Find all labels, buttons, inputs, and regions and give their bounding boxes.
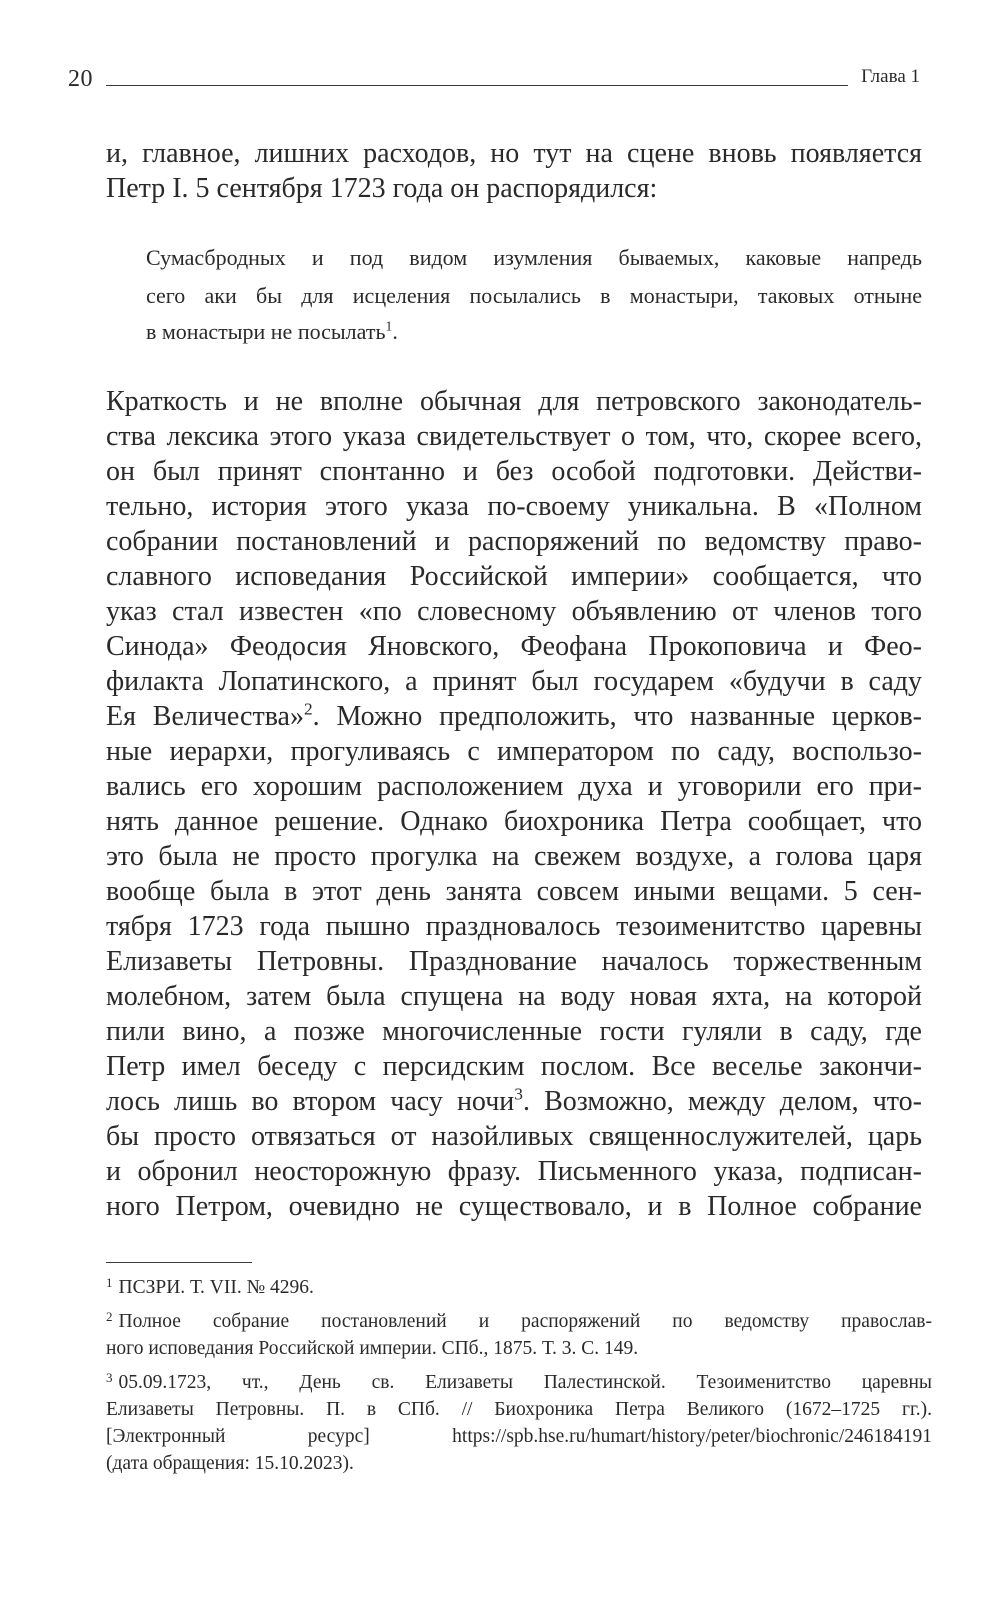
footnote-3 — [106, 1372, 932, 1394]
text-run: лось лишь во втором часу ночи — [106, 1086, 515, 1117]
running-head — [68, 66, 920, 94]
header-rule — [106, 85, 848, 86]
text-line: Синода» Феодосия Яновского, Феофана Прокоповича и Фео- — [106, 631, 922, 662]
text-line: Елизаветы Петровны. Празднование началось торжественным — [106, 946, 922, 977]
page-number: 20 — [68, 66, 93, 92]
text-run: . Можно предположить, что названные церков- — [312, 701, 922, 732]
text-line: ного Петром, очевидно не существовало, и в Полное собрание — [106, 1191, 922, 1222]
quote-line — [146, 319, 398, 345]
footnote-ref: 2 — [303, 699, 313, 719]
footnote-text: Полное собрание постановлений и распоряжений по ведомству православ- — [118, 1311, 932, 1332]
text-line: вались его хорошим расположением духа и уговорили его при- — [106, 771, 922, 802]
text-line: указ стал известен «по словесному объявлению от членов того — [106, 596, 922, 627]
footnote-line: (дата обращения: 15.10.2023). — [106, 1453, 354, 1474]
text-line: пили вино, а позже многочисленные гости гуляли в саду, где — [106, 1016, 922, 1047]
quote-text: в монастыри не посылать — [146, 319, 386, 344]
text-line: тельно, история этого указа по-своему уникальна. В «Полном — [106, 491, 922, 522]
footnote-ref: 3 — [514, 1084, 523, 1104]
text-line: Краткость и не вполне обычная для петровского законодатель- — [106, 386, 922, 417]
footnote-line: ного исповедания Российской империи. СПб., 1875. Т. 3. С. 149. — [106, 1338, 639, 1359]
text-line: он был принят спонтанно и без особой подготовки. Действи- — [106, 456, 922, 487]
text-run: Ея Величества» — [106, 701, 304, 732]
text-line: собрании постановлений и распоряжений по ведомству право- — [106, 526, 922, 557]
text-line: славного исповедания Российской империи» сообщается, что — [106, 561, 922, 592]
footnote-number: 3 — [106, 1370, 113, 1385]
footnote-1 — [106, 1277, 314, 1299]
footnote-number: 2 — [106, 1309, 113, 1324]
footnote-text: ПСЗРИ. Т. VII. № 4296. — [118, 1277, 314, 1298]
footnote-2 — [106, 1311, 932, 1333]
footnote-number: 1 — [106, 1275, 113, 1290]
text-line: нять данное решение. Однако биохроника Петра сообщает, что — [106, 806, 922, 837]
footnote-line: Елизаветы Петровны. П. в СПб. // Биохроника Петра Великого (1672–1725 гг.). — [106, 1399, 932, 1420]
text-line: бы просто отвязаться от назойливых священнослужителей, царь — [106, 1121, 922, 1152]
quote-line: сего аки бы для исцеления посылались в монастыри, таковых отныне — [146, 283, 922, 308]
text-line: Петр I. 5 сентября 1723 года он распорядился: — [106, 173, 658, 204]
text-line: вообще была в этот день занята совсем иными вещами. 5 сен- — [106, 876, 922, 907]
footnote-line: [Электронный ресурс] https://spb.hse.ru/humart/history/peter/biochronic/246184191 — [106, 1426, 932, 1447]
text-line — [106, 701, 922, 733]
quote-end: . — [392, 319, 398, 344]
text-line: ные иерархи, прогуливаясь с императором по саду, воспользо- — [106, 736, 922, 767]
text-line: молебном, затем была спущена на воду новая яхта, на которой — [106, 981, 922, 1012]
quote-line: Сумасбродных и под видом изумления бываемых, каковые напредь — [146, 245, 922, 270]
text-line: филакта Лопатинского, а принят был государем «будучи в саду — [106, 666, 922, 697]
text-run: . Возможно, между делом, что- — [522, 1086, 922, 1117]
text-line: ства лексика этого указа свидетельствует о том, что, скорее всего, — [106, 421, 922, 452]
text-line: и, главное, лишних расходов, но тут на сцене вновь появляется — [106, 138, 922, 169]
footnote-rule — [106, 1262, 252, 1263]
text-line: и обронил неосторожную фразу. Письменного указа, подписан- — [106, 1156, 922, 1187]
text-line — [106, 1086, 922, 1118]
footnote-text: 05.09.1723, чт., День св. Елизаветы Палестинской. Тезоименитство царевны — [118, 1372, 932, 1393]
footnote-ref: 1 — [385, 318, 393, 334]
text-line: Петр имел беседу с персидским послом. Все веселье закончи- — [106, 1051, 922, 1082]
text-line: тября 1723 года пышно праздновалось тезоименитство царевны — [106, 911, 922, 942]
chapter-label: Глава 1 — [861, 66, 920, 87]
text-line: это была не просто прогулка на свежем воздухе, а голова царя — [106, 841, 922, 872]
